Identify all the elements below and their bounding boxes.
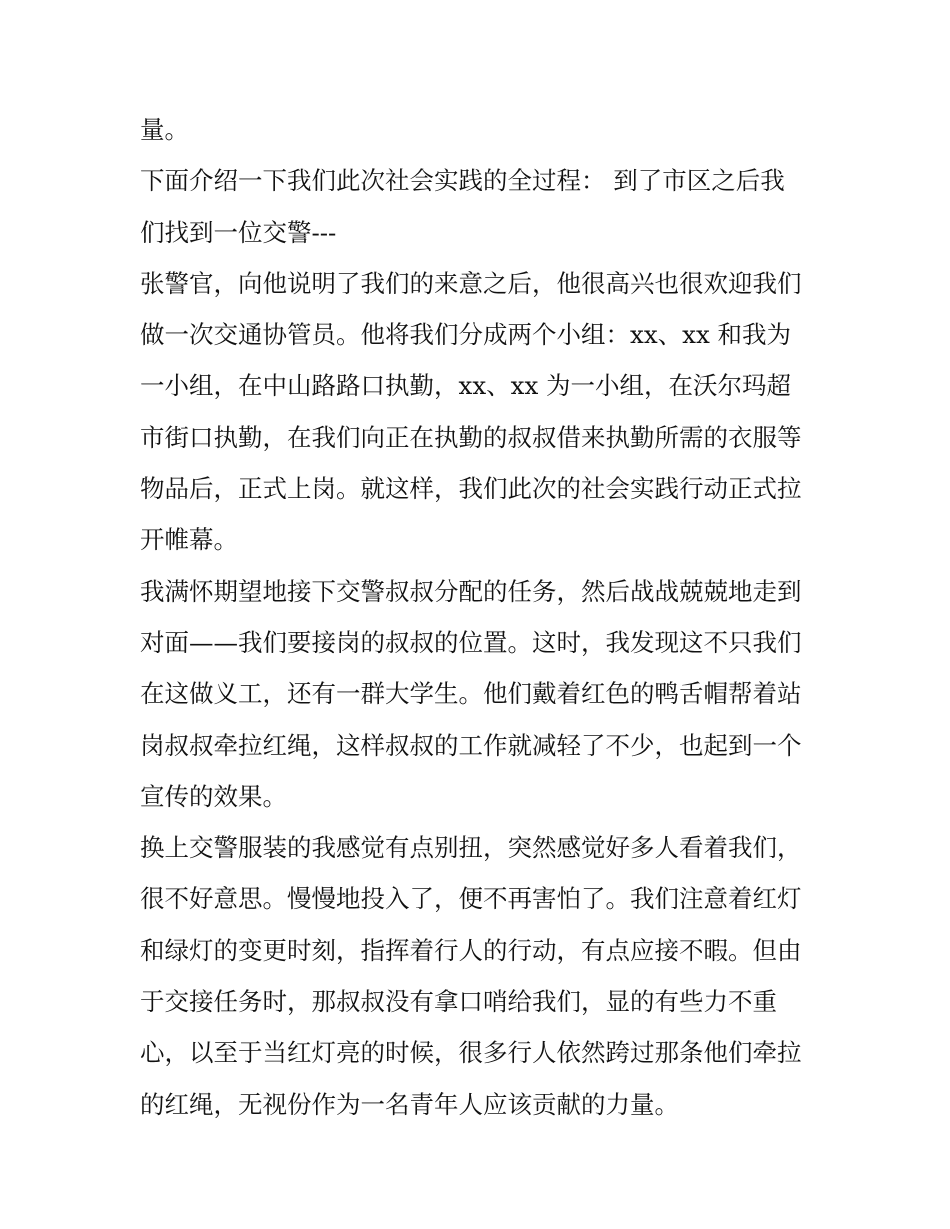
text-line: 很不好意思。慢慢地投入了，便不再害怕了。我们注意着红灯 bbox=[140, 884, 802, 914]
text-line: 一小组，在中山路路口执勤，xx、xx 为一小组，在沃尔玛超 bbox=[140, 371, 792, 401]
body-text bbox=[140, 104, 820, 1130]
text-line: 做一次交通协管员。他将我们分成两个小组：xx、xx 和我为 bbox=[140, 320, 792, 350]
text-line: 于交接任务时，那叔叔没有拿口哨给我们，显的有些力不重 bbox=[140, 987, 777, 1017]
text-line: 量。 bbox=[140, 115, 189, 144]
text-line: 开帷幕。 bbox=[140, 525, 238, 555]
text-line: 的红绳，无视份作为一名青年人应该贡献的力量。 bbox=[140, 1089, 679, 1119]
text-line: 在这做义工，还有一群大学生。他们戴着红色的鸭舌帽帮着站 bbox=[140, 679, 802, 709]
text-line: 换上交警服装的我感觉有点别扭，突然感觉好多人看着我们， bbox=[140, 833, 802, 863]
text-line: 们找到一位交警--- bbox=[140, 217, 337, 247]
text-line: 岗叔叔牵拉红绳，这样叔叔的工作就减轻了不少，也起到一个 bbox=[140, 730, 802, 760]
text-line: 我满怀期望地接下交警叔叔分配的任务，然后战战兢兢地走到 bbox=[140, 576, 802, 606]
text-line: 宣传的效果。 bbox=[140, 781, 287, 811]
text-line: 市街口执勤，在我们向正在执勤的叔叔借来执勤所需的衣服等 bbox=[140, 422, 802, 452]
text-line: 心，以至于当红灯亮的时候，很多行人依然跨过那条他们牵拉 bbox=[140, 1038, 802, 1068]
text-line: 物品后，正式上岗。就这样，我们此次的社会实践行动正式拉 bbox=[140, 474, 802, 504]
text-line: 和绿灯的变更时刻，指挥着行人的行动，有点应接不暇。但由 bbox=[140, 935, 802, 965]
text-line: 张警官，向他说明了我们的来意之后，他很高兴也很欢迎我们 bbox=[140, 268, 802, 298]
text-line: 对面——我们要接岗的叔叔的位置。这时，我发现这不只我们 bbox=[140, 627, 802, 657]
text-line: 下面介绍一下我们此次社会实践的全过程： 到了市区之后我 bbox=[140, 166, 785, 196]
